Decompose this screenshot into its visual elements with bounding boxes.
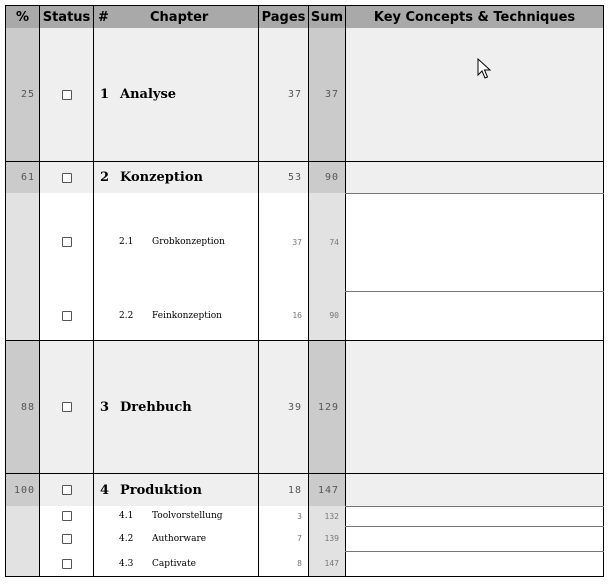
header-key-concepts-label: Key Concepts & Techniques xyxy=(373,9,576,25)
status-checkbox[interactable] xyxy=(62,90,72,100)
chapter-number: 2 xyxy=(100,170,110,185)
subchapter-title: Captivate xyxy=(152,558,196,569)
key-concepts-cell[interactable] xyxy=(345,526,604,551)
subchapter-sum: 74 xyxy=(329,237,339,247)
row-divider xyxy=(5,473,604,474)
header-sum-label: Sum xyxy=(310,9,344,25)
subchapter-pages: 37 xyxy=(292,237,302,247)
status-checkbox[interactable] xyxy=(62,534,72,544)
subchapter-sum: 139 xyxy=(324,534,339,543)
subchapter-number: 2.1 xyxy=(119,237,134,247)
status-checkbox[interactable] xyxy=(62,311,72,321)
header-pages[interactable] xyxy=(258,6,308,28)
key-divider xyxy=(345,193,604,194)
subchapter-sum: 147 xyxy=(324,559,339,568)
key-concepts-cell[interactable] xyxy=(345,28,604,161)
chapter-row xyxy=(5,341,604,473)
row-divider xyxy=(5,161,604,162)
status-checkbox[interactable] xyxy=(62,173,72,183)
chapter-number: 4 xyxy=(100,482,110,498)
chapter-title: Drehbuch xyxy=(120,399,192,415)
subchapter-pages: 7 xyxy=(297,534,302,543)
chapter-percent: 61 xyxy=(20,172,35,183)
subchapter-title: Authorware xyxy=(152,533,207,544)
key-divider xyxy=(345,506,604,507)
subchapter-row xyxy=(5,551,604,576)
key-concepts-cell[interactable] xyxy=(345,291,604,340)
status-checkbox[interactable] xyxy=(62,485,72,495)
chapter-pages: 37 xyxy=(287,89,302,100)
subchapter-row xyxy=(5,193,604,291)
table-bottom-border xyxy=(5,576,604,577)
status-checkbox[interactable] xyxy=(62,237,72,247)
mouse-pointer-icon xyxy=(477,58,493,80)
chapter-sum: 129 xyxy=(317,401,339,413)
header-sum[interactable] xyxy=(308,6,345,28)
header-chapter[interactable] xyxy=(93,6,258,28)
key-concepts-cell[interactable] xyxy=(345,474,604,506)
key-concepts-cell[interactable] xyxy=(345,551,604,576)
header-pages-label: Pages xyxy=(261,9,306,25)
chapter-row xyxy=(5,162,604,193)
chapter-sum: 37 xyxy=(324,89,339,100)
subchapter-pages: 3 xyxy=(297,511,302,521)
chapter-percent: 25 xyxy=(20,89,35,100)
key-divider xyxy=(345,551,604,552)
key-divider xyxy=(345,526,604,527)
key-concepts-cell[interactable] xyxy=(345,193,604,291)
subchapter-pages: 8 xyxy=(297,559,302,568)
status-checkbox[interactable] xyxy=(62,402,72,412)
subchapter-number: 2.2 xyxy=(119,310,134,321)
chapter-number: 3 xyxy=(100,399,110,415)
row-divider xyxy=(5,340,604,341)
chapter-sum: 90 xyxy=(324,172,339,183)
header-percent[interactable] xyxy=(5,6,39,28)
chapter-number: 1 xyxy=(100,87,110,102)
key-divider xyxy=(345,291,604,292)
subchapter-number: 4.2 xyxy=(119,533,134,544)
subchapter-sum: 90 xyxy=(329,311,339,320)
chapter-row xyxy=(5,28,604,161)
subchapter-row xyxy=(5,506,604,526)
subchapter-title: Toolvorstellung xyxy=(152,511,223,521)
subchapter-sum: 132 xyxy=(324,511,339,521)
chapter-percent: 100 xyxy=(13,484,35,496)
header-key-concepts[interactable] xyxy=(345,6,604,28)
header-percent-label: % xyxy=(15,9,30,25)
subchapter-number: 4.3 xyxy=(119,558,134,569)
key-concepts-cell[interactable] xyxy=(345,162,604,193)
chapter-title: Konzeption xyxy=(120,170,203,185)
chapter-pages: 18 xyxy=(287,484,302,496)
status-checkbox[interactable] xyxy=(62,559,72,569)
key-concepts-cell[interactable] xyxy=(345,341,604,473)
chapter-pages: 39 xyxy=(287,401,302,413)
header-status-label: Status xyxy=(42,9,91,25)
key-concepts-cell[interactable] xyxy=(345,506,604,526)
subchapter-number: 4.1 xyxy=(119,511,134,521)
chapter-sum: 147 xyxy=(317,484,339,496)
subchapter-title: Grobkonzeption xyxy=(152,237,225,247)
table-header xyxy=(5,5,604,29)
chapter-row xyxy=(5,474,604,506)
chapter-pages: 53 xyxy=(287,172,302,183)
subchapter-row xyxy=(5,291,604,340)
header-chapter-label: Chapter xyxy=(150,9,209,25)
chapter-percent: 88 xyxy=(20,401,35,413)
header-status[interactable] xyxy=(39,6,93,28)
chapter-title: Produktion xyxy=(120,482,202,498)
header-number-label: # xyxy=(98,9,109,25)
chapter-title: Analyse xyxy=(120,87,177,102)
subchapter-pages: 16 xyxy=(292,311,302,320)
status-checkbox[interactable] xyxy=(62,511,72,521)
subchapter-row xyxy=(5,526,604,551)
subchapter-title: Feinkonzeption xyxy=(152,310,222,321)
